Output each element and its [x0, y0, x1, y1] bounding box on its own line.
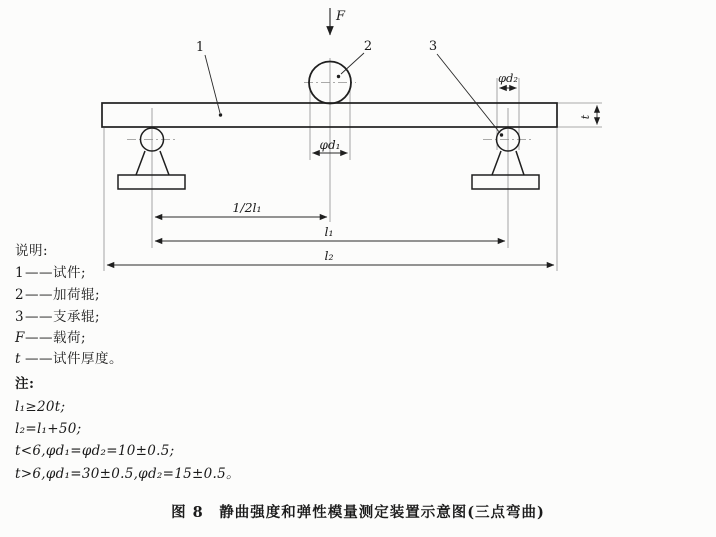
legend-heading: 说明: — [15, 243, 49, 259]
legend-symbol: 2 — [15, 287, 25, 303]
left-support-roller — [118, 128, 185, 189]
legend-item-support-roller — [15, 309, 100, 326]
legend-item-load-roller — [15, 287, 100, 304]
legend-item-specimen — [15, 265, 86, 282]
figure-caption: 图 8 静曲强度和弹性模量测定装置示意图(三点弯曲) — [171, 504, 545, 521]
legend-symbol: F — [15, 330, 25, 346]
legend-text: ——支承辊; — [25, 309, 101, 325]
legend-symbol: t — [15, 351, 21, 367]
legend-text: ——试件厚度。 — [25, 351, 123, 367]
part-label-load-roller: 2 — [363, 39, 373, 54]
part-label-specimen: 1 — [195, 40, 205, 55]
dim-label-l1: l₁ — [324, 224, 334, 239]
note-line-2: l₂=l₁+50; — [15, 421, 82, 437]
dimension-lines — [107, 88, 597, 265]
part-label-support-roller: 3 — [428, 39, 438, 54]
dim-label-l2: l₂ — [324, 248, 334, 263]
legend-text: ——载荷; — [25, 330, 87, 346]
specimen-beam — [102, 103, 557, 127]
note-line-3: t<6,φd₁=φd₂=10±0.5; — [15, 443, 175, 459]
dim-label-thickness: t — [579, 114, 592, 120]
legend-item-thickness — [15, 351, 123, 368]
legend-text: ——加荷辊; — [25, 287, 101, 303]
note-line-1: l₁≥20t; — [15, 399, 66, 415]
force-label: F — [336, 9, 346, 24]
extension-lines — [104, 58, 602, 271]
note-line-4: t>6,φd₁=30±0.5,φd₂=15±0.5。 — [15, 466, 240, 482]
leader-lines — [205, 53, 500, 133]
notes-heading: 注: — [15, 376, 35, 392]
right-support-roller — [472, 128, 539, 189]
legend-item-load — [15, 330, 86, 347]
legend-text: ——试件; — [25, 265, 87, 281]
dim-label-half-l1: 1/2l₁ — [232, 200, 262, 215]
legend-symbol: 1 — [15, 265, 25, 281]
dim-label-d2: φd₂ — [497, 71, 519, 85]
dim-label-d1: φd₁ — [319, 138, 341, 152]
legend-symbol: 3 — [15, 309, 25, 325]
